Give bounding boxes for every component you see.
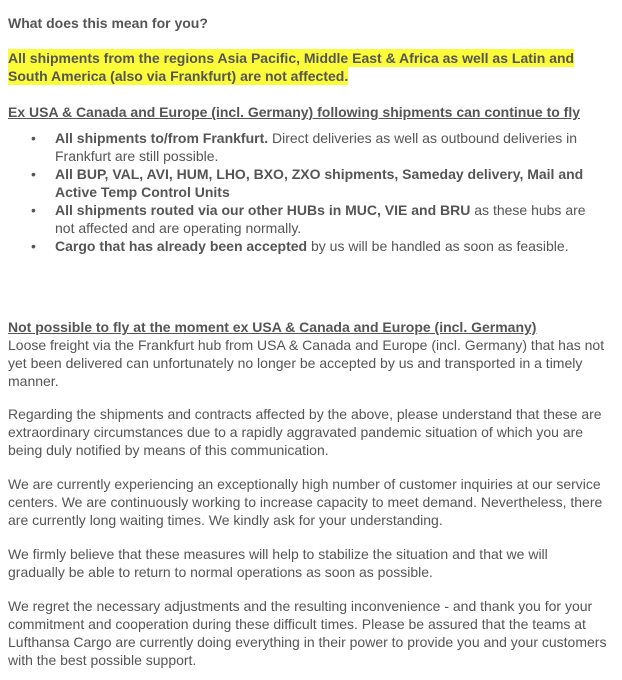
paragraph: We firmly believe that these measures will help to stabilize the situation and that we will gradually be able to return to normal operations as soon as possible. [8, 546, 548, 580]
highlight-line-1: All shipments from the regions Asia Pacific, Middle East & Africa as well as Latin and [8, 50, 575, 66]
list-item-text: Direct deliveries as well as outbound deliveries in Frankfurt are still possible. [55, 130, 578, 164]
list-item-text: by us will be handled as soon as feasible. [307, 238, 569, 254]
list-item [55, 129, 595, 165]
not-possible-section [8, 318, 608, 390]
not-possible-heading: Not possible to fly at the moment ex USA & Canada and Europe (incl. Germany) [8, 319, 537, 335]
list-item-bold: All shipments routed via our other HUBs in MUC, VIE and BRU [55, 202, 471, 218]
list-item [55, 201, 595, 237]
list-item-text: as these hubs are not affected and are operating normally. [55, 202, 586, 236]
list-item-bold: All shipments to/from Frankfurt. [55, 130, 269, 146]
page-heading: What does this mean for you? [8, 15, 208, 31]
list-item [55, 165, 595, 201]
paragraph: We are currently experiencing an exceptionally high number of customer inquiries at our service centers. We are continuously working to increase capacity to meet demand. Nevertheless, there are currently long waiting times. We kindly ask for your understanding. [8, 476, 603, 528]
continue-section-heading: Ex USA & Canada and Europe (incl. Germany) following shipments can continue to fly [8, 104, 581, 120]
highlighted-notice [8, 49, 598, 85]
paragraph: Regarding the shipments and contracts affected by the above, please understand that these are extraordinary circumstances due to a rapidly aggravated pandemic situation of which you are being duly notified by means of this communication. [8, 406, 602, 458]
paragraph: We regret the necessary adjustments and the resulting inconvenience - and thank you for your commitment and cooperation during these difficult times. Please be assured that the teams at Lufthansa Cargo are currently doing everything in their power to provide you and your customers with the best possible support. [8, 598, 607, 668]
list-item-bold: All BUP, VAL, AVI, HUM, LHO, BXO, ZXO shipments, Sameday delivery, Mail and Active Temp Control Units [55, 166, 584, 200]
list-item [55, 237, 595, 255]
continue-list [8, 129, 595, 255]
highlight-line-2: South America (also via Frankfurt) are not affected. [8, 68, 349, 84]
not-possible-text: Loose freight via the Frankfurt hub from USA & Canada and Europe (incl. Germany) that has not yet been delivered can unfortunately no longer be accepted by us and transported in a timely manner. [8, 337, 605, 389]
list-item-bold: Cargo that has already been accepted [55, 238, 308, 254]
